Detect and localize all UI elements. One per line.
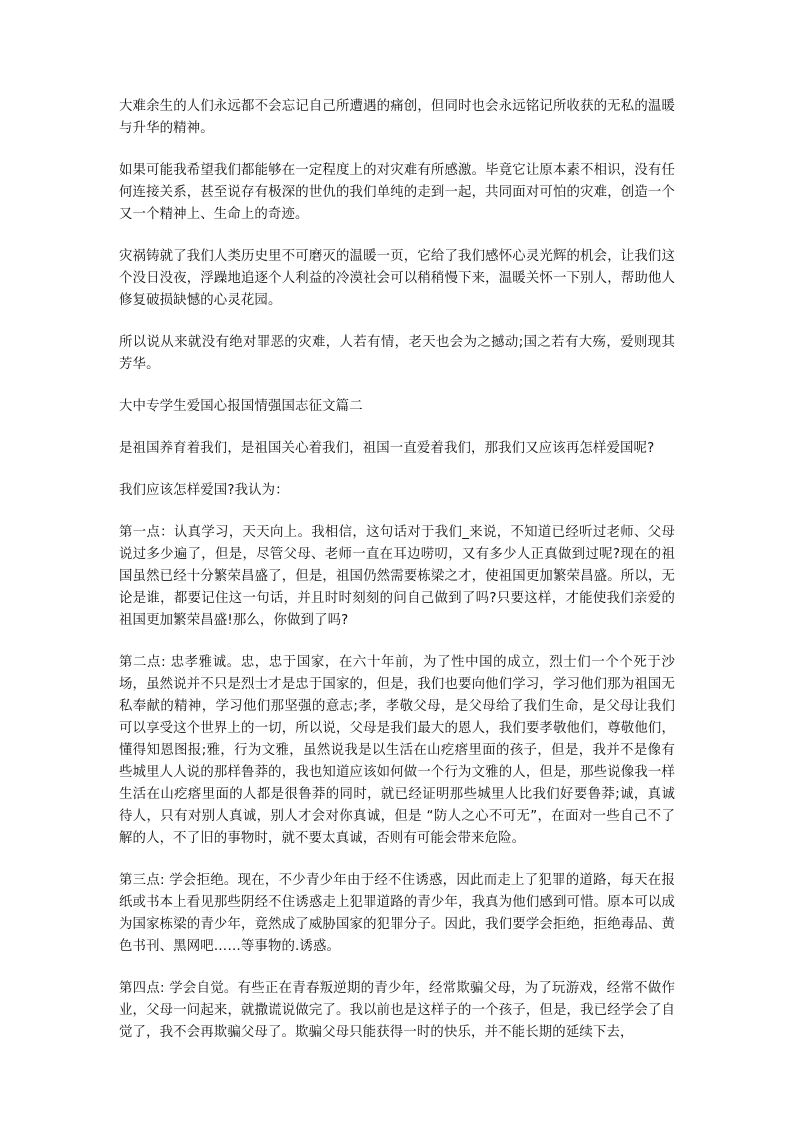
paragraph-2: 如果可能我希望我们都能够在一定程度上的对灾难有所感激。毕竟它让原本素不相识，没有任何连接关系，甚至说存有极深的世仇的我们单纯的走到一起，共同面对可怕的灾难，创造一个又一个精神上、生命上的奇迹。 (119, 163, 675, 222)
paragraph-1: 大难余生的人们永远都不会忘记自己所遭遇的痛创，但同时也会永远铭记所收获的无私的温暖与升华的精神。 (119, 99, 675, 136)
section-title: 大中专学生爱国心报国情强国志征文篇二 (119, 399, 363, 414)
section-paragraph-5: 第三点: 学会拒绝。现在，不少青少年由于经不住诱惑，因此而走上了犯罪的道路，每天在报纸或书本上看见那些阴经不住诱惑走上犯罪道路的青少年，我真为他们感到可惜。原本可以成为国家栋梁的青少年，竟然成了威胁国家的犯罪分子。因此，我们要学会拒绝，拒绝毒品、黄色书刊、黑网吧……等事物的.诱惑。 (119, 873, 675, 954)
document-page (119, 96, 675, 1064)
section-paragraph-3: 第一点：认真学习，天天向上。我相信，这句话对于我们_来说，不知道已经听过老师、父母说过多少遍了，但是，尽管父母、老师一直在耳边唠叨，又有多少人正真做到过呢?现在的祖国虽然已经十分繁荣昌盛了，但是，祖国仍然需要栋梁之才，使祖国更加繁荣昌盛。所以，无论是谁，都要记住这一句话，并且时时刻刻的问自己做到了吗?只要这样，才能使我们亲爱的祖国更加繁荣昌盛!那么，你做到了吗? (119, 525, 675, 628)
paragraph-4: 所以说从来就没有绝对罪恶的灾难，人若有情，老天也会为之撼动;国之若有大殇，爱则现其芳华。 (119, 335, 675, 372)
section-paragraph-6: 第四点: 学会自觉。有些正在青春叛逆期的青少年，经常欺骗父母，为了玩游戏，经常不做作业，父母一问起来，就撒谎说做完了。我以前也是这样子的一个孩子，但是，我已经学会了自觉了，我不会再欺骗父母了。欺骗父母只能获得一时的快乐，并不能长期的延续下去， (119, 981, 675, 1040)
section-paragraph-2: 我们应该怎样爱国?我认为： (119, 483, 289, 498)
paragraph-3: 灾祸铸就了我们人类历史里不可磨灭的温暖一页，它给了我们感怀心灵光辉的机会，让我们这个没日没夜，浮躁地追逐个人利益的冷漠社会可以稍稍慢下来，温暖关怀一下别人，帮助他人修复破损缺憾的心灵花园。 (119, 249, 675, 308)
section-paragraph-1: 是祖国养育着我们，是祖国关心着我们，祖国一直爱着我们，那我们又应该再怎样爱国呢? (119, 441, 655, 456)
section-paragraph-4: 第二点: 忠孝雅诚。忠，忠于国家，在六十年前，为了性中国的成立，烈士们一个个死于沙场，虽然说并不只是烈士才是忠于国家的，但是，我们也要向他们学习，学习他们那为祖国无私奉献的精神，学习他们那坚强的意志;孝，孝敬父母，是父母给了我们生命，是父母让我们可以享受这个世界上的一切，所以说，父母是我们最大的恩人，我们要孝敬他们，尊敬他们，懂得知恩图报;雅，行为文雅，虽然说我是以生活在山疙瘩里面的孩子，但是，我并不是像有些城里人人说的那样鲁莽的，我也知道应该如何做一个行为文雅的人，但是，那些说像我一样生活在山疙瘩里面的人都是很鲁莽的同时，就已经证明那些城里人比我们好要鲁莽;诚，真诚待人，只有对别人真诚，别人才会对你真诚，但是 “防人之心不可无”，在面对一些自己不了解的人，不了旧的事物时，就不要太真诚，否则有可能会带来危险。 (119, 655, 675, 846)
